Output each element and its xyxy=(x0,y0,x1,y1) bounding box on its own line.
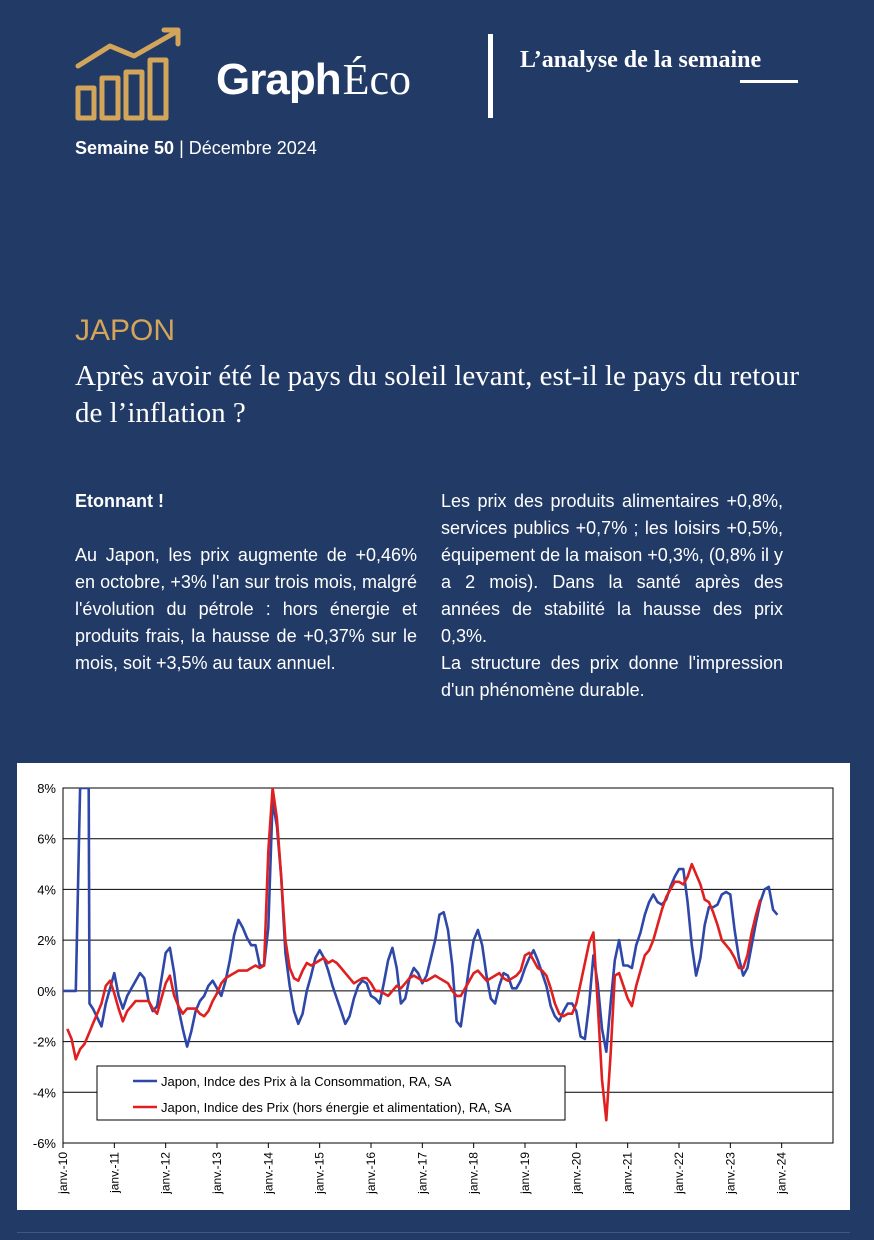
issue-week: Semaine 50 xyxy=(75,138,175,158)
bar-chart-logo-icon xyxy=(72,26,188,122)
y-tick-label: 8% xyxy=(37,781,56,796)
x-tick-label: janv.-13 xyxy=(210,1152,224,1194)
x-tick-label: janv.-19 xyxy=(518,1152,532,1194)
y-tick-label: 2% xyxy=(37,933,56,949)
x-tick-label: janv.-15 xyxy=(312,1152,327,1194)
x-tick-label: janv.-17 xyxy=(415,1152,430,1194)
x-tick-label: janv.-11 xyxy=(107,1152,122,1193)
article-headline: Après avoir été le pays du soleil levant, est-il le pays du retour de l’inflation ? xyxy=(75,360,799,429)
header-divider xyxy=(488,34,493,118)
article-paragraph-1: Au Japon, les prix augmente de +0,46% en octobre, +3% l'an sur trois mois, malgré l'évolution du pétrole : hors énergie et produits frais, la hausse de +0,37% sur le mois, soit +3,5% au taux annuel. xyxy=(75,545,417,673)
article-paragraph-3: La structure des prix donne l'impression d'un phénomène durable. xyxy=(441,653,783,700)
inflation-line-chart xyxy=(17,763,850,1210)
y-tick-label: -2% xyxy=(32,1034,56,1050)
text-column-right xyxy=(441,488,783,704)
issue-separator: | xyxy=(174,138,189,158)
y-tick-label: 4% xyxy=(37,882,56,898)
brand-name-bold: Graph xyxy=(216,55,341,104)
x-tick-label: janv.-24 xyxy=(774,1152,789,1194)
tagline: L’analyse de la semaine xyxy=(520,47,762,73)
issue-month: Décembre 2024 xyxy=(188,138,317,158)
brand-name xyxy=(216,52,411,108)
x-tick-label: janv.-14 xyxy=(261,1152,276,1194)
x-tick-label: janv.-12 xyxy=(158,1152,173,1194)
article-kicker: JAPON xyxy=(75,314,176,347)
series-line-cpi xyxy=(63,788,777,1052)
brand-name-serif: Éco xyxy=(342,55,411,104)
chart-panel xyxy=(17,763,850,1210)
article-lead: Etonnant ! xyxy=(75,491,164,511)
x-tick-label: janv.-16 xyxy=(364,1152,378,1194)
legend-label: Japon, Indice des Prix (hors énergie et alimentation), RA, SA xyxy=(161,1100,512,1115)
y-tick-label: 0% xyxy=(37,983,56,999)
x-tick-label: janv.-18 xyxy=(466,1152,481,1194)
y-tick-label: 6% xyxy=(37,831,56,847)
y-tick-label: -6% xyxy=(32,1136,56,1151)
tagline-underline xyxy=(740,80,798,83)
x-tick-label: janv.-20 xyxy=(569,1152,584,1194)
article-paragraph-2: Les prix des produits alimentaires +0,8%, services publics +0,7% ; les loisirs +0,5%, équipement de la maison +0,3%, (0,8% il y a 2 mois). Dans la santé après des années de stabilité la hausse des prix 0,3%. xyxy=(441,491,783,646)
x-tick-label: janv.-10 xyxy=(56,1152,70,1194)
text-column-left xyxy=(75,488,417,677)
page-bottom-rule xyxy=(17,1232,850,1233)
x-tick-label: janv.-23 xyxy=(723,1152,738,1194)
y-tick-label: -4% xyxy=(32,1085,56,1101)
legend-label: Japon, Indce des Prix à la Consommation, RA, SA xyxy=(161,1074,452,1089)
x-tick-label: janv.-22 xyxy=(672,1152,686,1194)
issue-info xyxy=(75,136,317,160)
x-tick-label: janv.-21 xyxy=(620,1152,635,1194)
